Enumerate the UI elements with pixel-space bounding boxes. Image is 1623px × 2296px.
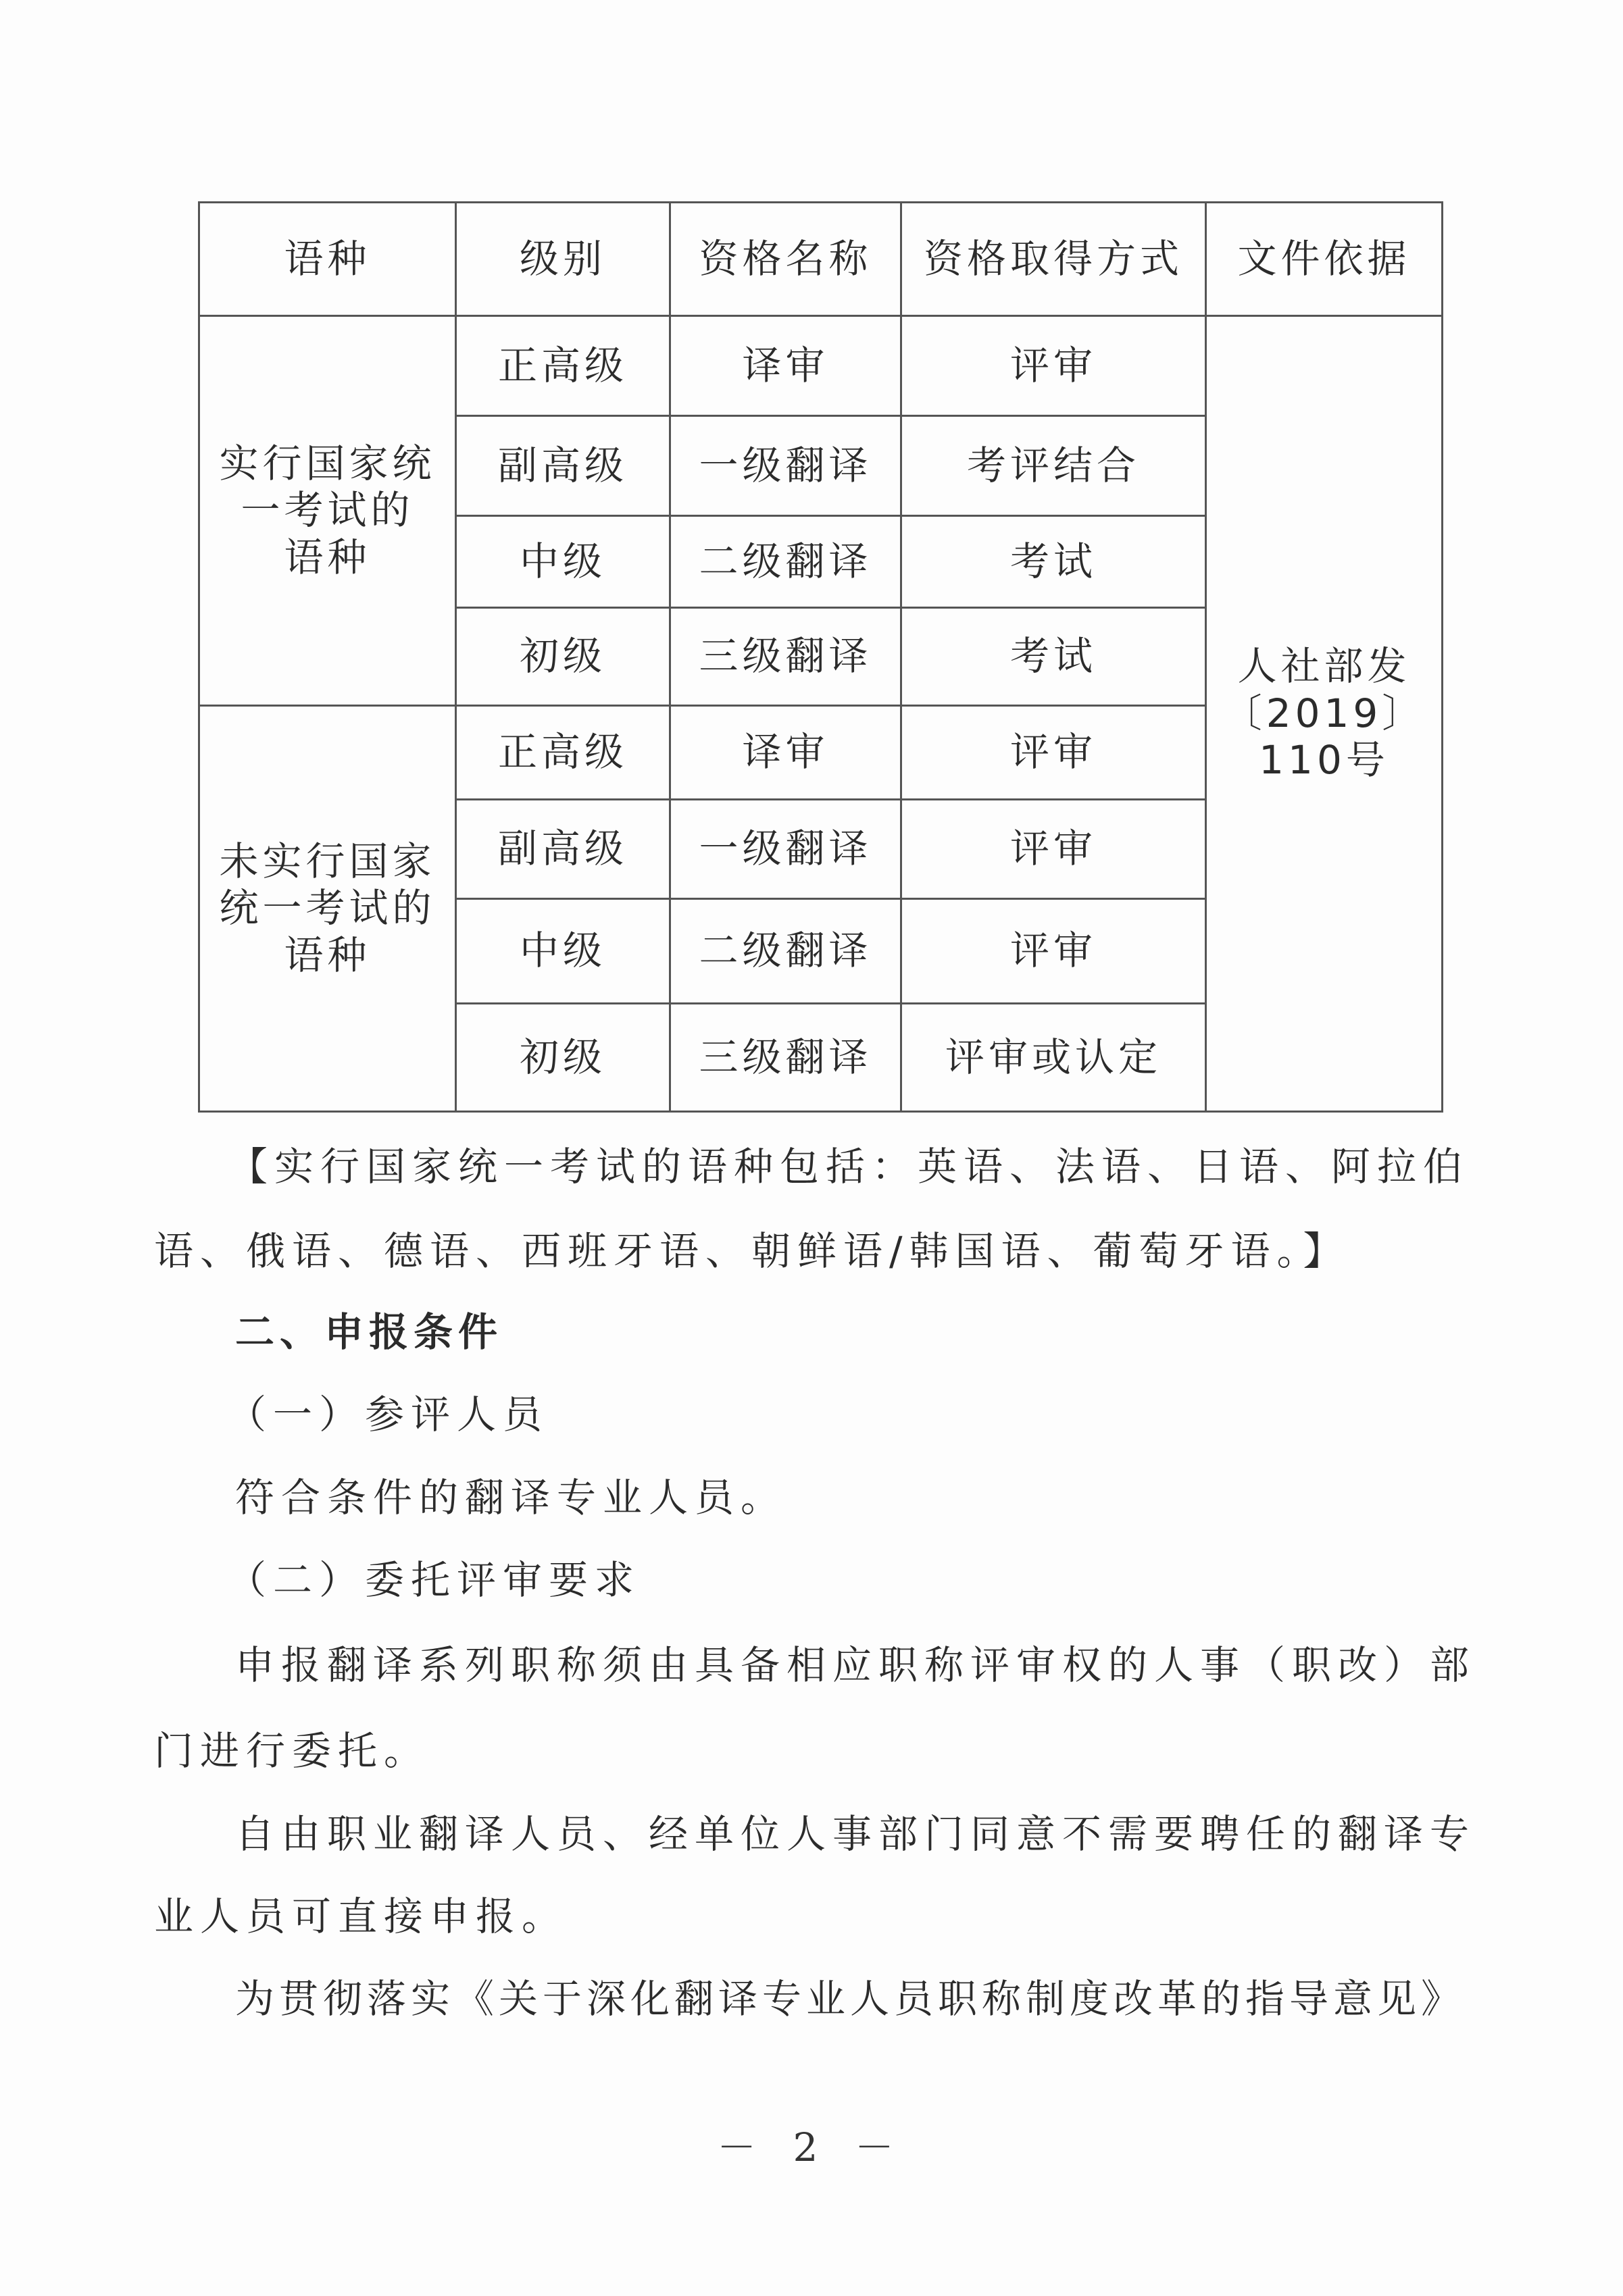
table-row xyxy=(199,316,1443,416)
paragraph-line: 业人员可直接申报。 xyxy=(154,1893,568,1939)
cell-level: 副高级 xyxy=(456,416,670,516)
cell-method: 考试 xyxy=(901,608,1206,706)
cell-level: 副高级 xyxy=(456,800,670,899)
cell-title: 三级翻译 xyxy=(670,1004,901,1112)
cell-level: 正高级 xyxy=(456,706,670,800)
cell-level: 中级 xyxy=(456,899,670,1004)
cell-method: 评审 xyxy=(901,800,1206,899)
group-label-unified-exam: 实行国家统 一考试的 语种 xyxy=(199,316,456,706)
paragraph-line: 申报翻译系列职称须由具备相应职称评审权的人事（职改）部 xyxy=(235,1642,1476,1688)
paragraph-line: 为贯彻落实《关于深化翻译专业人员职称制度改革的指导意见》 xyxy=(235,1976,1466,2022)
cell-title: 译审 xyxy=(670,706,901,800)
header-language: 语种 xyxy=(199,203,456,316)
section-heading: 二、申报条件 xyxy=(235,1309,503,1355)
cell-method: 考评结合 xyxy=(901,416,1206,516)
cell-method: 评审 xyxy=(901,899,1206,1004)
note-line-2: 语、俄语、德语、西班牙语、朝鲜语/韩国语、葡萄牙语。】 xyxy=(154,1228,1349,1274)
qualification-table xyxy=(198,201,1443,1113)
cell-method: 评审 xyxy=(901,706,1206,800)
paragraph-line: 门进行委托。 xyxy=(154,1728,430,1774)
cell-method: 考试 xyxy=(901,516,1206,608)
document-basis-cell: 人社部发 〔2019〕 110号 xyxy=(1206,316,1443,1112)
subsection-heading-1: （一）参评人员 xyxy=(227,1392,549,1437)
paragraph-line: 自由职业翻译人员、经单位人事部门同意不需要聘任的翻译专 xyxy=(235,1811,1476,1857)
paragraph: 符合条件的翻译专业人员。 xyxy=(235,1475,787,1521)
cell-title: 译审 xyxy=(670,316,901,416)
header-document-basis: 文件依据 xyxy=(1206,203,1443,316)
cell-method: 评审或认定 xyxy=(901,1004,1206,1112)
table-header-row xyxy=(199,203,1443,316)
cell-method: 评审 xyxy=(901,316,1206,416)
cell-title: 一级翻译 xyxy=(670,416,901,516)
cell-level: 初级 xyxy=(456,608,670,706)
cell-title: 三级翻译 xyxy=(670,608,901,706)
cell-level: 正高级 xyxy=(456,316,670,416)
cell-title: 一级翻译 xyxy=(670,800,901,899)
header-qualification-name: 资格名称 xyxy=(670,203,901,316)
group-label-non-unified-exam: 未实行国家 统一考试的 语种 xyxy=(199,706,456,1112)
note-line-1: 【实行国家统一考试的语种包括：英语、法语、日语、阿拉伯 xyxy=(228,1144,1470,1190)
header-level: 级别 xyxy=(456,203,670,316)
cell-title: 二级翻译 xyxy=(670,899,901,1004)
header-acquisition-method: 资格取得方式 xyxy=(901,203,1206,316)
subsection-heading-2: （二）委托评审要求 xyxy=(227,1557,641,1603)
page-number: － 2 － xyxy=(717,2124,906,2170)
cell-level: 初级 xyxy=(456,1004,670,1112)
cell-level: 中级 xyxy=(456,516,670,608)
cell-title: 二级翻译 xyxy=(670,516,901,608)
